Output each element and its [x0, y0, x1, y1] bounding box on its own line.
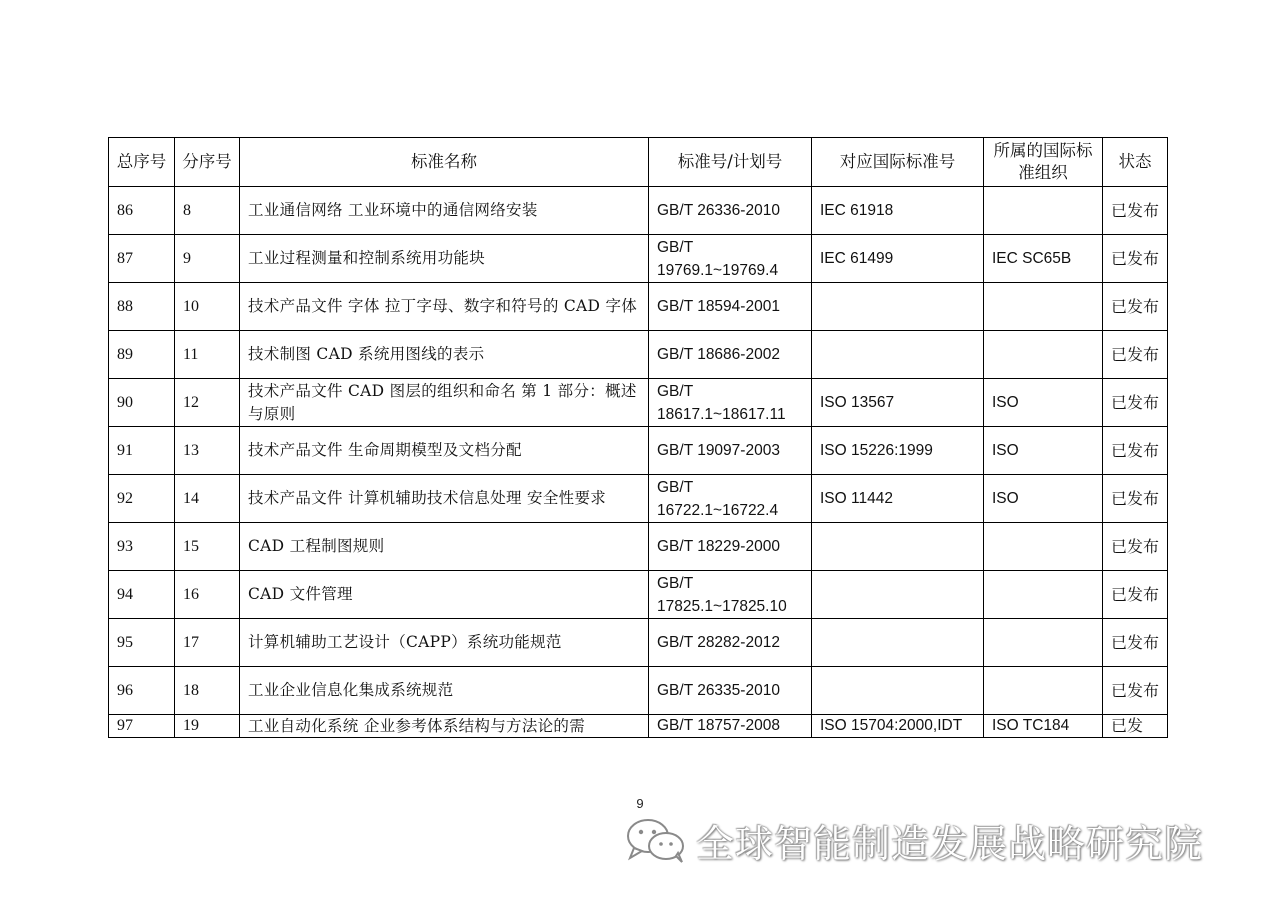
cell-status: 已发布 [1103, 187, 1168, 235]
cell-intl-org: ISO [984, 427, 1103, 475]
cell-total-no: 96 [109, 667, 175, 715]
cell-name: CAD 文件管理 [240, 571, 649, 619]
cell-intl-std [812, 331, 984, 379]
cell-intl-std [812, 283, 984, 331]
cell-code: GB/T 16722.1~16722.4 [649, 475, 812, 523]
cell-status: 已发布 [1103, 235, 1168, 283]
table-row [109, 667, 1168, 715]
cell-intl-org: ISO [984, 379, 1103, 427]
cell-sub-no: 10 [175, 283, 240, 331]
cell-sub-no: 18 [175, 667, 240, 715]
cell-name: 技术产品文件 计算机辅助技术信息处理 安全性要求 [240, 475, 649, 523]
cell-intl-org [984, 571, 1103, 619]
cell-status: 已发布 [1103, 523, 1168, 571]
cell-intl-std [812, 571, 984, 619]
cell-intl-std: ISO 11442 [812, 475, 984, 523]
table-row [109, 523, 1168, 571]
table-row [109, 427, 1168, 475]
table-row [109, 331, 1168, 379]
cell-status: 已发布 [1103, 283, 1168, 331]
cell-total-no: 90 [109, 379, 175, 427]
cell-sub-no: 19 [175, 715, 240, 738]
cell-sub-no: 8 [175, 187, 240, 235]
header-status: 状态 [1103, 138, 1168, 187]
header-intl-org: 所属的国际标准组织 [984, 138, 1103, 187]
cell-sub-no: 17 [175, 619, 240, 667]
cell-intl-std: ISO 15226:1999 [812, 427, 984, 475]
cell-intl-org [984, 283, 1103, 331]
cell-code: GB/T 18229-2000 [649, 523, 812, 571]
cell-total-no: 93 [109, 523, 175, 571]
cell-intl-org: IEC SC65B [984, 235, 1103, 283]
cell-code: GB/T 18757-2008 [649, 715, 812, 738]
cell-sub-no: 12 [175, 379, 240, 427]
cell-intl-org [984, 619, 1103, 667]
cell-intl-std [812, 523, 984, 571]
cell-name: CAD 工程制图规则 [240, 523, 649, 571]
cell-status: 已发布 [1103, 571, 1168, 619]
cell-intl-std [812, 619, 984, 667]
cell-code: GB/T 26336-2010 [649, 187, 812, 235]
cell-sub-no: 11 [175, 331, 240, 379]
cell-total-no: 91 [109, 427, 175, 475]
table-row [109, 379, 1168, 427]
cell-intl-org: ISO TC184 [984, 715, 1103, 738]
cell-total-no: 92 [109, 475, 175, 523]
cell-code: GB/T 18686-2002 [649, 331, 812, 379]
standards-table [108, 137, 1168, 738]
cell-status: 已发布 [1103, 379, 1168, 427]
cell-status: 已发布 [1103, 331, 1168, 379]
cell-intl-std: ISO 15704:2000,IDT [812, 715, 984, 738]
cell-status: 已发布 [1103, 475, 1168, 523]
cell-intl-org [984, 523, 1103, 571]
cell-name: 工业通信网络 工业环境中的通信网络安装 [240, 187, 649, 235]
cell-status: 已发布 [1103, 619, 1168, 667]
cell-intl-std: IEC 61499 [812, 235, 984, 283]
cell-total-no: 89 [109, 331, 175, 379]
cell-code: GB/T 19097-2003 [649, 427, 812, 475]
cell-name: 技术制图 CAD 系统用图线的表示 [240, 331, 649, 379]
cell-status: 已发 [1103, 715, 1168, 738]
table-row [109, 283, 1168, 331]
cell-intl-std: ISO 13567 [812, 379, 984, 427]
page-number: 9 [636, 796, 644, 811]
cell-code: GB/T 18594-2001 [649, 283, 812, 331]
header-sub-no: 分序号 [175, 138, 240, 187]
cell-intl-std: IEC 61918 [812, 187, 984, 235]
cell-name: 工业自动化系统 企业参考体系结构与方法论的需 [240, 715, 649, 738]
cell-sub-no: 16 [175, 571, 240, 619]
cell-total-no: 95 [109, 619, 175, 667]
cell-total-no: 97 [109, 715, 175, 738]
cell-name: 技术产品文件 CAD 图层的组织和命名 第 1 部分：概述与原则 [240, 379, 649, 427]
table-row [109, 715, 1168, 738]
cell-intl-org: ISO [984, 475, 1103, 523]
cell-sub-no: 9 [175, 235, 240, 283]
header-name: 标准名称 [240, 138, 649, 187]
cell-status: 已发布 [1103, 667, 1168, 715]
header-intl-std: 对应国际标准号 [812, 138, 984, 187]
cell-sub-no: 14 [175, 475, 240, 523]
table-header-row [109, 138, 1168, 187]
cell-name: 计算机辅助工艺设计（CAPP）系统功能规范 [240, 619, 649, 667]
table-row [109, 619, 1168, 667]
header-total-no: 总序号 [109, 138, 175, 187]
cell-total-no: 94 [109, 571, 175, 619]
cell-total-no: 86 [109, 187, 175, 235]
watermark [624, 812, 1203, 868]
cell-code: GB/T 18617.1~18617.11 [649, 379, 812, 427]
cell-total-no: 88 [109, 283, 175, 331]
cell-name: 工业过程测量和控制系统用功能块 [240, 235, 649, 283]
cell-sub-no: 15 [175, 523, 240, 571]
cell-total-no: 87 [109, 235, 175, 283]
cell-intl-org [984, 331, 1103, 379]
header-code: 标准号/计划号 [649, 138, 812, 187]
table-row [109, 187, 1168, 235]
watermark-text: 全球智能制造发展战略研究院 [696, 821, 1204, 866]
cell-name: 技术产品文件 字体 拉丁字母、数字和符号的 CAD 字体 [240, 283, 649, 331]
cell-code: GB/T 19769.1~19769.4 [649, 235, 812, 283]
cell-intl-org [984, 667, 1103, 715]
cell-name: 技术产品文件 生命周期模型及文档分配 [240, 427, 649, 475]
cell-code: GB/T 17825.1~17825.10 [649, 571, 812, 619]
table-row [109, 475, 1168, 523]
cell-sub-no: 13 [175, 427, 240, 475]
cell-name: 工业企业信息化集成系统规范 [240, 667, 649, 715]
cell-code: GB/T 28282-2012 [649, 619, 812, 667]
cell-intl-std [812, 667, 984, 715]
cell-status: 已发布 [1103, 427, 1168, 475]
cell-code: GB/T 26335-2010 [649, 667, 812, 715]
wechat-icon [624, 816, 688, 864]
cell-intl-org [984, 187, 1103, 235]
table-row [109, 571, 1168, 619]
table-row [109, 235, 1168, 283]
